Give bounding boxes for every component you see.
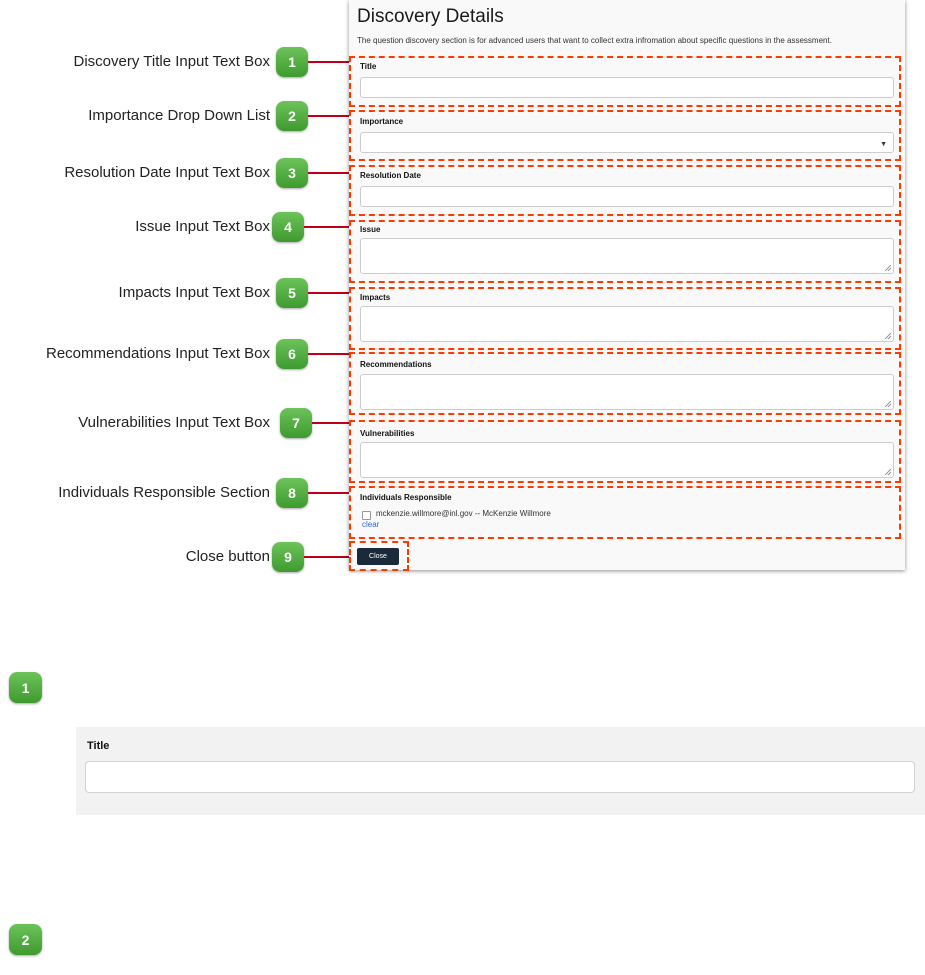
importance-select[interactable]	[360, 132, 894, 153]
title-detail-panel	[76, 727, 925, 815]
impacts-textarea[interactable]	[360, 306, 894, 342]
annotation-badge-7: 7	[280, 408, 312, 438]
close-button[interactable]: Close	[357, 548, 399, 565]
individuals-responsible-section	[349, 486, 901, 539]
leader-line-1	[308, 61, 350, 63]
title-detail-label: Title	[87, 740, 110, 752]
resolution-date-input[interactable]	[360, 186, 894, 207]
annotation-label-resolution-date: Resolution Date Input Text Box	[64, 164, 270, 181]
annotation-label-individuals: Individuals Responsible Section	[58, 484, 270, 501]
annotation-badge-6: 6	[276, 339, 308, 369]
recommendations-field-section	[349, 352, 901, 415]
issue-textarea[interactable]	[360, 238, 894, 274]
recommendations-label: Recommendations	[360, 360, 432, 369]
annotation-badge-5: 5	[276, 278, 308, 308]
annotation-label-vulnerabilities: Vulnerabilities Input Text Box	[78, 414, 270, 431]
title-field-section	[349, 56, 901, 107]
detail-badge-1: 1	[9, 672, 42, 703]
individual-name: mckenzie.willmore@inl.gov -- McKenzie Willmore	[376, 509, 551, 518]
resolution-date-field-section	[349, 165, 901, 216]
annotation-badge-9: 9	[272, 542, 304, 572]
annotation-badge-4: 4	[272, 212, 304, 242]
close-button-highlight	[349, 541, 409, 571]
leader-line-8	[308, 492, 350, 494]
clear-link[interactable]: clear	[362, 520, 380, 529]
annotation-badge-1: 1	[276, 47, 308, 77]
leader-line-5	[308, 292, 350, 294]
chevron-down-icon: ▼	[880, 141, 887, 148]
leader-line-4	[304, 226, 350, 228]
title-detail-input[interactable]	[85, 761, 915, 793]
dialog-title: Discovery Details	[357, 6, 504, 27]
detail-badge-2: 2	[9, 924, 42, 955]
resize-grip-icon[interactable]	[885, 333, 891, 339]
annotation-badge-8: 8	[276, 478, 308, 508]
vulnerabilities-field-section	[349, 420, 901, 483]
annotation-label-close: Close button	[185, 548, 270, 565]
issue-label: Issue	[360, 225, 381, 234]
resize-grip-icon[interactable]	[885, 401, 891, 407]
leader-line-3	[308, 172, 350, 174]
vulnerabilities-textarea[interactable]	[360, 442, 894, 478]
annotation-label-issue: Issue Input Text Box	[135, 218, 270, 235]
individual-checkbox[interactable]	[362, 511, 371, 520]
title-label: Title	[360, 62, 377, 71]
resize-grip-icon[interactable]	[885, 265, 891, 271]
discovery-details-dialog	[349, 0, 905, 570]
leader-line-6	[308, 353, 350, 355]
leader-line-2	[308, 115, 350, 117]
annotation-label-title: Discovery Title Input Text Box	[73, 53, 270, 70]
annotation-label-recommendations: Recommendations Input Text Box	[45, 345, 270, 362]
recommendations-textarea[interactable]	[360, 374, 894, 410]
annotation-badge-2: 2	[276, 101, 308, 131]
issue-field-section	[349, 220, 901, 283]
dialog-description: The question discovery section is for advanced users that want to collect extra infromation about specific questions in the assessment.	[357, 36, 832, 45]
individuals-responsible-label: Individuals Responsible	[360, 493, 452, 502]
leader-line-7	[312, 422, 350, 424]
importance-field-section	[349, 110, 901, 161]
importance-label: Importance	[360, 117, 404, 126]
annotation-label-impacts: Impacts Input Text Box	[118, 284, 270, 301]
impacts-field-section	[349, 287, 901, 350]
title-input[interactable]	[360, 77, 894, 98]
resize-grip-icon[interactable]	[885, 469, 891, 475]
impacts-label: Impacts	[360, 293, 391, 302]
annotation-badge-3: 3	[276, 158, 308, 188]
annotation-label-importance: Importance Drop Down List	[88, 107, 270, 124]
vulnerabilities-label: Vulnerabilities	[360, 429, 415, 438]
resolution-date-label: Resolution Date	[360, 171, 421, 180]
leader-line-9	[304, 556, 350, 558]
